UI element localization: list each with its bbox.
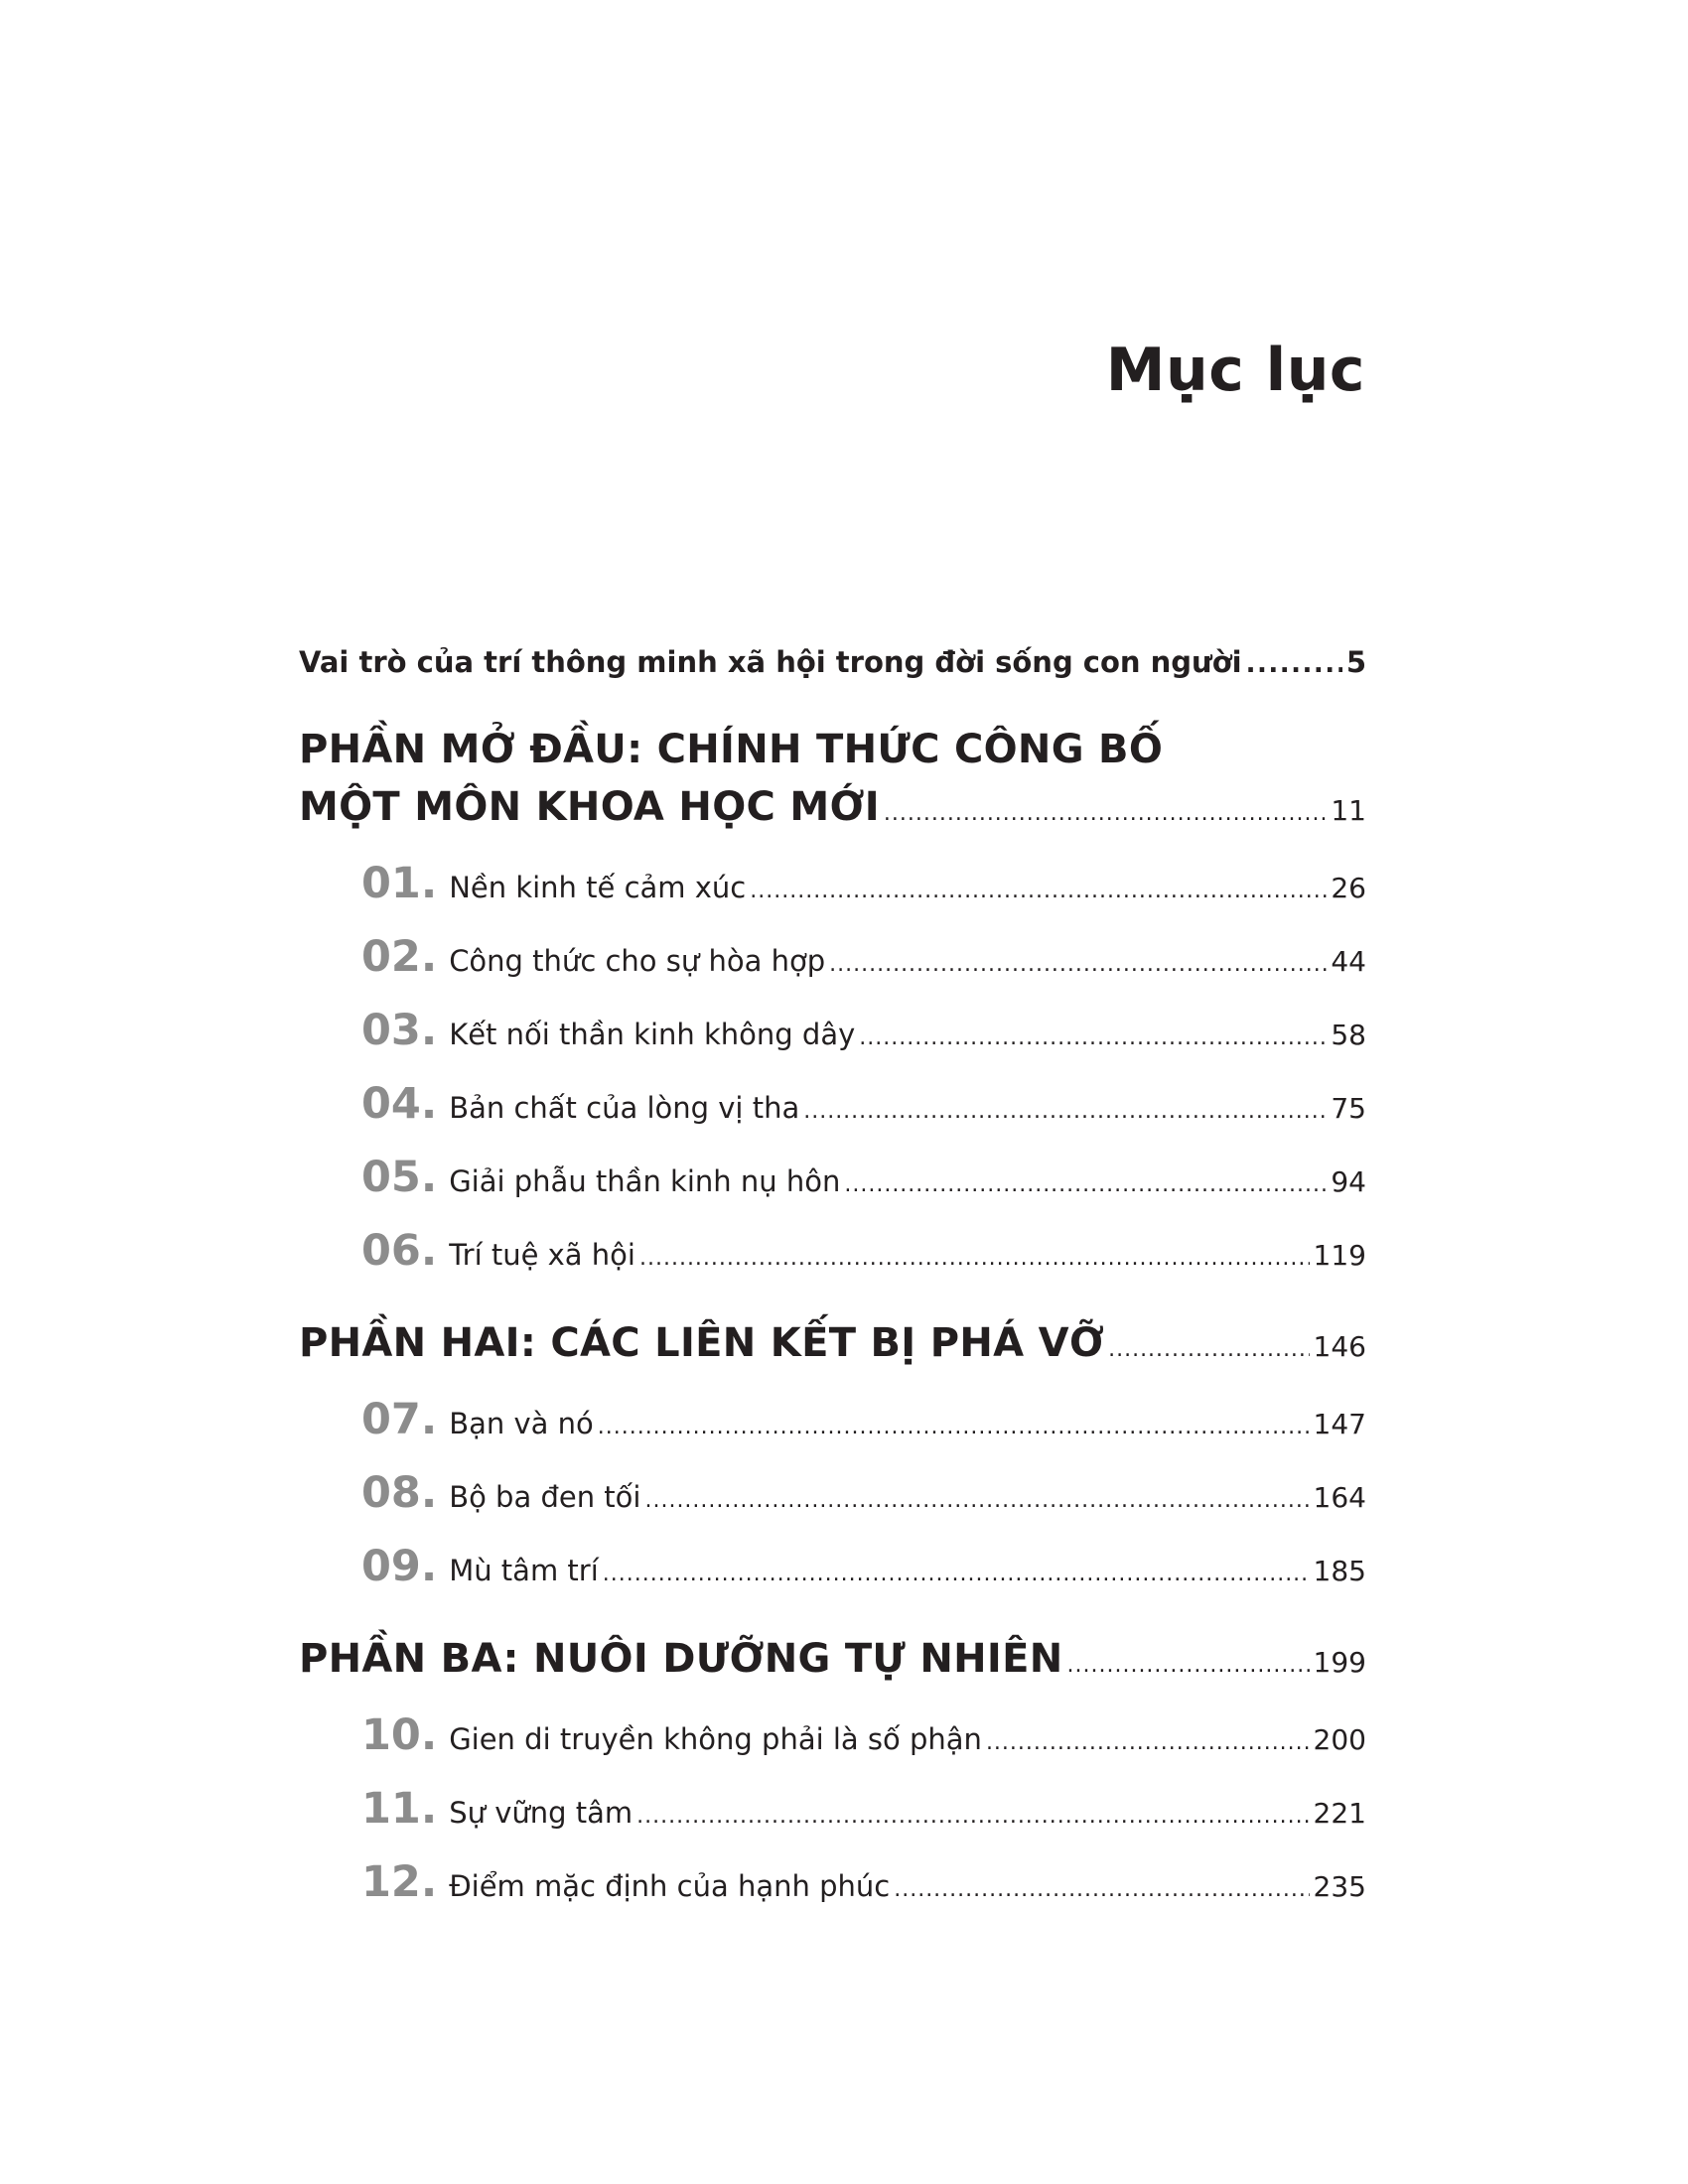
dot-leader xyxy=(1246,649,1342,679)
toc-entry-chapter[interactable] xyxy=(361,1153,1366,1202)
toc-page-number: 147 xyxy=(1313,1408,1366,1440)
chapter-title: Bản chất của lòng vị tha xyxy=(449,1091,800,1125)
toc-entry-part-2[interactable] xyxy=(299,1320,1366,1366)
chapter-number: 04. xyxy=(361,1079,438,1129)
chapter-title: Điểm mặc định của hạnh phúc xyxy=(449,1869,891,1903)
toc-entry-chapter[interactable] xyxy=(361,1395,1366,1444)
dot-leader xyxy=(603,1562,1310,1586)
chapter-number: 05. xyxy=(361,1153,438,1202)
dot-leader xyxy=(859,1025,1327,1050)
chapter-title: Kết nối thần kinh không dây xyxy=(449,1018,856,1051)
toc-page-number: 58 xyxy=(1331,1019,1366,1051)
toc-page-number: 185 xyxy=(1313,1555,1366,1587)
chapter-number: 06. xyxy=(361,1226,438,1276)
toc-entry-chapter[interactable] xyxy=(361,1079,1366,1129)
toc-entry-chapter[interactable] xyxy=(361,859,1366,908)
chapter-number: 08. xyxy=(361,1468,438,1518)
toc-entry-intro[interactable] xyxy=(299,645,1366,679)
toc-entry-label: Vai trò của trí thông minh xã hội trong đời sống con người xyxy=(299,645,1242,679)
toc-page-number: 119 xyxy=(1313,1239,1366,1272)
dot-leader xyxy=(1067,1653,1310,1678)
toc-entry-chapter[interactable] xyxy=(361,932,1366,982)
chapter-number: 02. xyxy=(361,932,438,982)
dot-leader xyxy=(803,1099,1327,1124)
toc-entry-chapter[interactable] xyxy=(361,1468,1366,1518)
chapter-title: Giải phẫu thần kinh nụ hôn xyxy=(449,1164,841,1198)
toc-page-number: 146 xyxy=(1313,1330,1366,1363)
dot-leader xyxy=(598,1415,1310,1439)
toc-page-number: 11 xyxy=(1331,794,1366,827)
toc-page-number: 26 xyxy=(1331,872,1366,904)
dot-leader xyxy=(884,801,1327,826)
chapter-number: 01. xyxy=(361,859,438,908)
dot-leader xyxy=(986,1730,1310,1755)
toc-page-number: 44 xyxy=(1331,945,1366,978)
part-title-line: PHẦN BA: NUÔI DƯỠNG TỰ NHIÊN xyxy=(299,1636,1063,1682)
chapter-number: 12. xyxy=(361,1857,438,1907)
toc-page-number: 94 xyxy=(1331,1165,1366,1198)
toc-page-number: 221 xyxy=(1313,1797,1366,1830)
chapter-number: 09. xyxy=(361,1542,438,1591)
part-title-line: MỘT MÔN KHOA HỌC MỚI xyxy=(299,784,880,830)
toc-entry-chapter[interactable] xyxy=(361,1784,1366,1834)
part-title-line[interactable]: PHẦN MỞ ĐẦU: CHÍNH THỨC CÔNG BỐ xyxy=(299,727,1164,772)
chapter-title: Mù tâm trí xyxy=(449,1554,599,1587)
chapter-number: 10. xyxy=(361,1710,438,1760)
chapter-title: Trí tuệ xã hội xyxy=(449,1238,635,1272)
chapter-title: Công thức cho sự hòa hợp xyxy=(449,944,826,978)
toc-page-number: 199 xyxy=(1313,1646,1366,1679)
page-title: Mục lục xyxy=(1105,336,1365,405)
toc-entry-chapter[interactable] xyxy=(361,1857,1366,1907)
chapter-number: 07. xyxy=(361,1395,438,1444)
toc-page-number: 75 xyxy=(1331,1092,1366,1125)
dot-leader xyxy=(636,1804,1309,1829)
dot-leader xyxy=(1108,1337,1309,1362)
toc-entry-chapter[interactable] xyxy=(361,1006,1366,1055)
toc-page-number: 5 xyxy=(1345,645,1366,679)
dot-leader xyxy=(750,879,1327,903)
toc-entry-part-3[interactable] xyxy=(299,1636,1366,1682)
toc-page-number: 200 xyxy=(1313,1723,1366,1756)
chapter-title: Nền kinh tế cảm xúc xyxy=(449,871,747,904)
part-title-line: PHẦN HAI: CÁC LIÊN KẾT BỊ PHÁ VỠ xyxy=(299,1320,1105,1366)
toc-entry-chapter[interactable] xyxy=(361,1542,1366,1591)
toc-page-number: 235 xyxy=(1313,1870,1366,1903)
toc-entry-chapter[interactable] xyxy=(361,1226,1366,1276)
toc-entry-part-1[interactable] xyxy=(299,784,1366,830)
dot-leader xyxy=(644,1488,1309,1513)
dot-leader xyxy=(829,952,1327,977)
chapter-number: 11. xyxy=(361,1784,438,1834)
chapter-title: Sự vững tâm xyxy=(449,1796,633,1830)
chapter-title: Bạn và nó xyxy=(449,1407,594,1440)
chapter-number: 03. xyxy=(361,1006,438,1055)
dot-leader xyxy=(639,1246,1310,1271)
toc-entry-chapter[interactable] xyxy=(361,1710,1366,1760)
chapter-title: Gien di truyền không phải là số phận xyxy=(449,1722,982,1756)
toc-page-number: 164 xyxy=(1313,1481,1366,1514)
dot-leader xyxy=(844,1172,1327,1197)
chapter-title: Bộ ba đen tối xyxy=(449,1480,641,1514)
dot-leader xyxy=(894,1877,1309,1902)
